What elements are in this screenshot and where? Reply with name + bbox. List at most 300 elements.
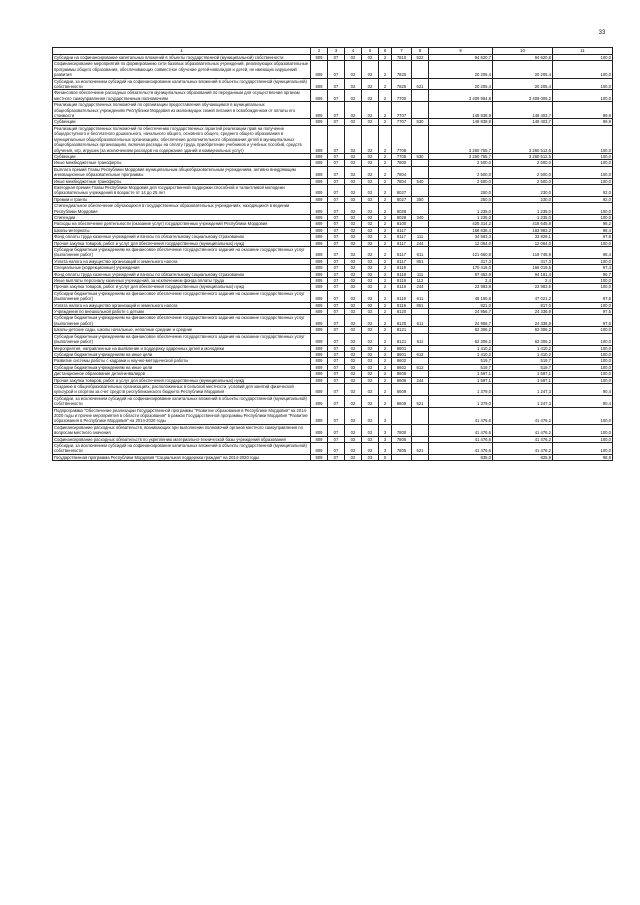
subsection-code: 02: [345, 302, 362, 308]
executed-amount: 1 597,1: [493, 371, 553, 377]
item-name: Прочая закупка товаров, работ и услуг для обеспечения государственных (муниципальных) нужд: [53, 240, 311, 246]
executed-amount: 3 409 006,2: [493, 90, 553, 102]
section-code: 07: [328, 61, 345, 78]
expense-type-code: 244: [412, 284, 429, 290]
table-row: [53, 424, 613, 436]
executed-amount: 1 235,0: [493, 214, 553, 220]
table-row: [53, 184, 613, 196]
subprogram-code: 2: [379, 221, 392, 227]
table-row: [53, 247, 613, 259]
section-code: 07: [328, 160, 345, 166]
execution-percent: 99,9: [553, 119, 613, 125]
subsection-code: 02: [345, 61, 362, 78]
planned-amount: 48 155,8: [429, 290, 493, 302]
planned-amount: 519,7: [429, 358, 493, 364]
planned-amount: 62 306,2: [429, 327, 493, 333]
executed-amount: 1 410,2: [493, 345, 553, 351]
expense-type-code: [412, 184, 429, 196]
planned-amount: 41 476,6: [429, 424, 493, 436]
article-code: 8120: [392, 309, 412, 315]
section-code: 07: [328, 78, 345, 90]
table-row: [53, 61, 613, 78]
expense-type-code: 244: [412, 377, 429, 383]
planned-amount: 20 205,4: [429, 61, 493, 78]
subsection-code: 02: [345, 196, 362, 202]
expense-type-code: 111: [412, 271, 429, 277]
program-code: 02: [362, 55, 379, 61]
execution-percent: 100,0: [553, 258, 613, 264]
article-code: 8028: [392, 203, 412, 215]
program-code: 02: [362, 377, 379, 383]
program-code: 02: [362, 196, 379, 202]
expense-type-code: 112: [412, 278, 429, 284]
item-name: Подпрограмма "Обеспечение реализации Государственной программы "Развитие образования в Республике Мордовия" на 2014-2020 годы и прочие мероприятия в области образования" в рамках Государственной программы Республики Мордовия "Развитие образования в Республике Мордовия" на 2014-2020 годы: [53, 407, 311, 424]
subsection-code: 02: [345, 443, 362, 455]
expense-type-code: 611: [412, 315, 429, 327]
program-code: 02: [362, 278, 379, 284]
article-code: 7804: [392, 166, 412, 178]
item-name: Субсидии бюджетным учреждениям на иные цели: [53, 364, 311, 370]
planned-amount: 425 314,2: [429, 221, 493, 227]
program-code: 02: [362, 119, 379, 125]
item-name: Иные межбюджетные трансферты: [53, 178, 311, 184]
planned-amount: 121 660,8: [429, 247, 493, 259]
ministry-code: 809: [311, 327, 328, 333]
planned-amount: 821,0: [429, 302, 493, 308]
table-row: [53, 90, 613, 102]
item-name: Специальные (коррекционные) учреждения: [53, 265, 311, 271]
article-code: 8117: [392, 227, 412, 233]
program-code: 02: [362, 258, 379, 264]
planned-amount: 20 205,4: [429, 78, 493, 90]
item-name: Стипендии: [53, 214, 311, 220]
subprogram-code: 2: [379, 214, 392, 220]
section-code: 07: [328, 258, 345, 264]
ministry-code: 809: [311, 302, 328, 308]
table-row: [53, 102, 613, 119]
item-name: Выплата премий Главы Республики Мордовия муниципальным общеобразовательным учреждениям, активно внедряющим инновационные образовательные программы: [53, 166, 311, 178]
subprogram-code: 2: [379, 166, 392, 178]
subsection-code: 02: [345, 119, 362, 125]
article-code: 8602: [392, 358, 412, 364]
item-name: Субсидии бюджетным учреждениям на финансовое обеспечение государственного задания на оказание государственных услуг (выполнение работ): [53, 315, 311, 327]
program-code: 02: [362, 125, 379, 153]
program-code: 02: [362, 290, 379, 302]
execution-percent: 97,8: [553, 234, 613, 240]
ministry-code: 809: [311, 351, 328, 357]
section-code: 07: [328, 271, 345, 277]
program-code: 02: [362, 102, 379, 119]
execution-percent: 100,0: [553, 125, 613, 153]
expense-type-code: 851: [412, 302, 429, 308]
execution-percent: 100,0: [553, 371, 613, 377]
executed-amount: 24 336,9: [493, 315, 553, 327]
subsection-code: 02: [345, 395, 362, 407]
program-code: 02: [362, 178, 379, 184]
article-code: [392, 407, 412, 424]
execution-percent: 100,0: [553, 160, 613, 166]
table-row: [53, 315, 613, 327]
execution-percent: 100,0: [553, 436, 613, 442]
subprogram-code: 3: [379, 443, 392, 455]
column-number: 4: [345, 48, 362, 55]
article-code: 8609: [392, 383, 412, 395]
program-code: 02: [362, 424, 379, 436]
item-name: Ежегодная премия Главы Республики Мордовия для государственной поддержки способной и талантливой молодежи образовательных учреждений в возрасте от 14 до 25 лет: [53, 184, 311, 196]
expense-type-code: 340: [412, 214, 429, 220]
planned-amount: 97 452,9: [429, 271, 493, 277]
ministry-code: 809: [311, 377, 328, 383]
execution-percent: 100,0: [553, 443, 613, 455]
execution-percent: 98,4: [553, 227, 613, 233]
subsection-code: 02: [345, 271, 362, 277]
planned-amount: 835,0: [429, 454, 493, 460]
ministry-code: 809: [311, 407, 328, 424]
ministry-code: 809: [311, 271, 328, 277]
execution-percent: 92,0: [553, 196, 613, 202]
executed-amount: 3 260 512,5: [493, 125, 553, 153]
executed-amount: 1 247,3: [493, 395, 553, 407]
planned-amount: 250,0: [429, 196, 493, 202]
planned-amount: 2 500,0: [429, 160, 493, 166]
expense-type-code: [412, 454, 429, 460]
subsection-code: 02: [345, 102, 362, 119]
table-row: [53, 333, 613, 345]
executed-amount: 20 205,4: [493, 61, 553, 78]
section-code: 07: [328, 284, 345, 290]
article-code: 8027: [392, 196, 412, 202]
ministry-code: 809: [311, 203, 328, 215]
planned-amount: 148 838,9: [429, 119, 493, 125]
ministry-code: 809: [311, 221, 328, 227]
ministry-code: 809: [311, 234, 328, 240]
item-name: Финансовое обеспечение расходных обязательств муниципальных образований по переданным для осуществления органам местного самоуправления государственным полномочиям: [53, 90, 311, 102]
subsection-code: 02: [345, 78, 362, 90]
execution-percent: 97,6: [553, 290, 613, 302]
execution-percent: 100,0: [553, 203, 613, 215]
subsection-code: 02: [345, 290, 362, 302]
ministry-code: 809: [311, 364, 328, 370]
subsection-code: 02: [345, 90, 362, 102]
program-code: 02: [362, 184, 379, 196]
subprogram-code: 2: [379, 258, 392, 264]
item-name: Субсидии бюджетным учреждениям на финансовое обеспечение государственного задания на оказание государственных услуг (выполнение работ): [53, 290, 311, 302]
item-name: Реализация государственных полномочий по организации предоставления обучающимся в муниципальных общеобразовательных учреждениях Республики Мордовия из малоимущих семей питания в освобожденном от оплаты его стоимости: [53, 102, 311, 119]
subprogram-code: 2: [379, 234, 392, 240]
item-name: Расходы на обеспечение деятельности (оказание услуг) государственных учреждений Республики Мордовия: [53, 221, 311, 227]
ministry-code: 809: [311, 227, 328, 233]
subsection-code: 02: [345, 371, 362, 377]
item-name: Субсидии, за исключением субсидий на софинансирование капитальных вложений в объекты государственной (муниципальной) собственности: [53, 395, 311, 407]
section-code: 07: [328, 166, 345, 178]
planned-amount: 1 597,1: [429, 377, 493, 383]
ministry-code: 809: [311, 90, 328, 102]
execution-percent: 97,4: [553, 265, 613, 271]
item-name: Субсидии бюджетным учреждениям на финансовое обеспечение государственного задания на оказание государственных услуг (выполнение работ): [53, 333, 311, 345]
subsection-code: 02: [345, 284, 362, 290]
executed-amount: 24 336,9: [493, 309, 553, 315]
planned-amount: 24 956,7: [429, 309, 493, 315]
article-code: 8119: [392, 278, 412, 284]
subsection-code: 02: [345, 383, 362, 395]
program-code: 02: [362, 265, 379, 271]
section-code: 07: [328, 345, 345, 351]
executed-amount: 47 021,2: [493, 290, 553, 302]
section-code: 07: [328, 436, 345, 442]
item-name: Уплата налога на имущество организаций и земельного налога: [53, 258, 311, 264]
subsection-code: 02: [345, 160, 362, 166]
executed-amount: 41 476,2: [493, 443, 553, 455]
program-code: 02: [362, 166, 379, 178]
expense-type-code: 612: [412, 351, 429, 357]
program-code: 02: [362, 221, 379, 227]
executed-amount: 519,7: [493, 364, 553, 370]
expense-type-code: [412, 424, 429, 436]
execution-percent: 100,0: [553, 364, 613, 370]
item-name: Субсидии, за исключением субсидий на софинансирование капитальных вложений в объекты государственной (муниципальной) собственности: [53, 78, 311, 90]
execution-percent: 97,5: [553, 309, 613, 315]
execution-percent: 100,0: [553, 333, 613, 345]
ministry-code: 809: [311, 153, 328, 159]
program-code: 03: [362, 454, 379, 460]
executed-amount: 41 476,2: [493, 424, 553, 436]
subsection-code: 02: [345, 234, 362, 240]
ministry-code: 809: [311, 214, 328, 220]
expense-type-code: [412, 90, 429, 102]
section-code: 07: [328, 240, 345, 246]
planned-amount: 170 416,0: [429, 265, 493, 271]
expense-type-code: 611: [412, 333, 429, 345]
ministry-code: 809: [311, 345, 328, 351]
section-code: 07: [328, 395, 345, 407]
ministry-code: 809: [311, 383, 328, 395]
section-code: 07: [328, 383, 345, 395]
execution-percent: 96,7: [553, 271, 613, 277]
section-code: 07: [328, 302, 345, 308]
subprogram-code: 2: [379, 290, 392, 302]
article-code: 7800: [392, 424, 412, 436]
article-code: 8117: [392, 234, 412, 240]
expense-type-code: 540: [412, 178, 429, 184]
subprogram-code: 2: [379, 383, 392, 395]
planned-amount: 1 379,0: [429, 395, 493, 407]
expense-type-code: 522: [412, 55, 429, 61]
ministry-code: 809: [311, 166, 328, 178]
article-code: 8601: [392, 345, 412, 351]
program-code: 02: [362, 333, 379, 345]
subprogram-code: 2: [379, 302, 392, 308]
article-code: 8121: [392, 333, 412, 345]
item-name: Прочая закупка товаров, работ и услуг для обеспечения государственных (муниципальных) нужд: [53, 377, 311, 383]
program-code: 02: [362, 351, 379, 357]
item-name: Стипендиальное обеспечение обучающихся в государственных образовательных учреждениях, находящихся в ведении Республики Мордовия: [53, 203, 311, 215]
subprogram-code: 2: [379, 78, 392, 90]
subprogram-code: 2: [379, 160, 392, 166]
article-code: 7810: [392, 55, 412, 61]
executed-amount: 41 476,2: [493, 436, 553, 442]
subprogram-code: 2: [379, 351, 392, 357]
planned-amount: 3 260 755,7: [429, 153, 493, 159]
executed-amount: 1 235,0: [493, 203, 553, 215]
item-name: Субсидии, за исключением субсидий на софинансирование капитальных вложений в объекты государственной (муниципальной) собственности: [53, 443, 311, 455]
subprogram-code: 3: [379, 436, 392, 442]
program-code: 02: [362, 302, 379, 308]
subsection-code: 02: [345, 351, 362, 357]
subprogram-code: 2: [379, 265, 392, 271]
subsection-code: 02: [345, 125, 362, 153]
execution-percent: 100,0: [553, 178, 613, 184]
planned-amount: 1 379,0: [429, 383, 493, 395]
planned-amount: 1 410,2: [429, 351, 493, 357]
subprogram-code: 2: [379, 377, 392, 383]
section-code: 07: [328, 119, 345, 125]
table-row: [53, 454, 613, 460]
subsection-code: 02: [345, 227, 362, 233]
executed-amount: 418 645,8: [493, 221, 553, 227]
page-number: 33: [598, 30, 606, 36]
column-number: 8: [412, 48, 429, 55]
program-code: 02: [362, 227, 379, 233]
planned-amount: 250,0: [429, 184, 493, 196]
subprogram-code: 2: [379, 178, 392, 184]
execution-percent: 98,2: [553, 221, 613, 227]
section-code: 07: [328, 55, 345, 61]
article-code: 8601: [392, 351, 412, 357]
planned-amount: 1 597,1: [429, 371, 493, 377]
ministry-code: 809: [311, 265, 328, 271]
section-code: 07: [328, 333, 345, 345]
article-code: 8028: [392, 214, 412, 220]
executed-amount: 94 620,8: [493, 55, 553, 61]
column-number: 11: [553, 48, 613, 55]
article-code: 8027: [392, 184, 412, 196]
section-code: 07: [328, 454, 345, 460]
execution-percent: 99,9: [553, 102, 613, 119]
section-code: 07: [328, 443, 345, 455]
program-code: 02: [362, 371, 379, 377]
table-row: [53, 383, 613, 395]
item-name: Фонд оплаты труда казенных учреждений и взносы по обязательному социальному страхованию: [53, 271, 311, 277]
article-code: 7825: [392, 78, 412, 90]
ministry-code: 809: [311, 61, 328, 78]
expense-type-code: 521: [412, 395, 429, 407]
article-code: 8100: [392, 221, 412, 227]
subsection-code: 02: [345, 333, 362, 345]
subprogram-code: 2: [379, 125, 392, 153]
program-code: 02: [362, 358, 379, 364]
article-code: 8609: [392, 395, 412, 407]
program-code: 02: [362, 203, 379, 215]
execution-percent: 100,0: [553, 61, 613, 78]
article-code: 8602: [392, 364, 412, 370]
table-row: [53, 125, 613, 153]
subsection-code: 02: [345, 278, 362, 284]
item-name: Иные выплаты персоналу казенных учреждений, за исключением фонда оплаты труда: [53, 278, 311, 284]
planned-amount: 94 620,7: [429, 55, 493, 61]
subsection-code: 02: [345, 240, 362, 246]
column-number: 10: [493, 48, 553, 55]
executed-amount: 317,3: [493, 258, 553, 264]
subsection-code: 02: [345, 454, 362, 460]
subsection-code: 02: [345, 407, 362, 424]
subsection-code: 02: [345, 184, 362, 196]
program-code: 02: [362, 61, 379, 78]
program-code: 02: [362, 315, 379, 327]
article-code: [392, 454, 412, 460]
subprogram-code: 2: [379, 278, 392, 284]
subsection-code: 02: [345, 214, 362, 220]
table-row: [53, 203, 613, 215]
column-number: 1: [53, 48, 311, 55]
ministry-code: 809: [311, 333, 328, 345]
subprogram-code: 2: [379, 203, 392, 215]
section-code: 07: [328, 196, 345, 202]
expense-type-code: 521: [412, 78, 429, 90]
article-code: 7805: [392, 436, 412, 442]
execution-percent: 100,0: [553, 351, 613, 357]
subprogram-code: 2: [379, 395, 392, 407]
execution-percent: 90,4: [553, 383, 613, 395]
ministry-code: 809: [311, 395, 328, 407]
article-code: 7707: [392, 119, 412, 125]
planned-amount: 168 838,4: [429, 227, 493, 233]
ministry-code: 809: [311, 358, 328, 364]
section-code: 07: [328, 290, 345, 302]
ministry-code: 809: [311, 443, 328, 455]
article-code: 8117: [392, 258, 412, 264]
program-code: 02: [362, 271, 379, 277]
table-row: [53, 407, 613, 424]
item-name: Создание в общеобразовательных организациях, расположенных в сельской местности, условий для занятий физической культурой и спортом за счет средств республиканского бюджета Республики Мордовия: [53, 383, 311, 395]
executed-amount: 2,4: [493, 278, 553, 284]
execution-percent: 100,0: [553, 424, 613, 436]
column-number: 5: [362, 48, 379, 55]
subsection-code: 02: [345, 309, 362, 315]
ministry-code: 809: [311, 125, 328, 153]
item-name: Софинансирование мероприятий по формированию сети базовых образовательных учреждений, реализующих образовательные программы общего образования, обеспечивающих совместное обучение детей-инвалидов и детей, не имеющих нарушений развития: [53, 61, 311, 78]
section-code: 07: [328, 327, 345, 333]
table-row: [53, 443, 613, 455]
subprogram-code: 0: [379, 454, 392, 460]
planned-amount: 3 409 984,8: [429, 90, 493, 102]
expense-type-code: 530: [412, 119, 429, 125]
executed-amount: 2 500,0: [493, 160, 553, 166]
subprogram-code: 3: [379, 407, 392, 424]
ministry-code: 809: [311, 290, 328, 302]
ministry-code: 809: [311, 315, 328, 327]
section-code: 07: [328, 315, 345, 327]
planned-amount: 41 476,6: [429, 407, 493, 424]
subprogram-code: 2: [379, 364, 392, 370]
program-code: 02: [362, 90, 379, 102]
item-name: Мероприятия, направленные на выявление и поддержку одаренных детей и молодежи: [53, 345, 311, 351]
execution-percent: 100,0: [553, 214, 613, 220]
subprogram-code: 2: [379, 271, 392, 277]
section-code: 07: [328, 90, 345, 102]
section-code: 07: [328, 178, 345, 184]
subprogram-code: 2: [379, 247, 392, 259]
subprogram-code: 2: [379, 119, 392, 125]
subprogram-code: 2: [379, 371, 392, 377]
section-code: 07: [328, 377, 345, 383]
budget-table: [52, 47, 613, 461]
subprogram-code: 2: [379, 315, 392, 327]
execution-percent: 100,0: [553, 278, 613, 284]
ministry-code: 809: [311, 258, 328, 264]
section-code: 07: [328, 221, 345, 227]
executed-amount: 166 019,5: [493, 265, 553, 271]
executed-amount: 12 064,0: [493, 240, 553, 246]
